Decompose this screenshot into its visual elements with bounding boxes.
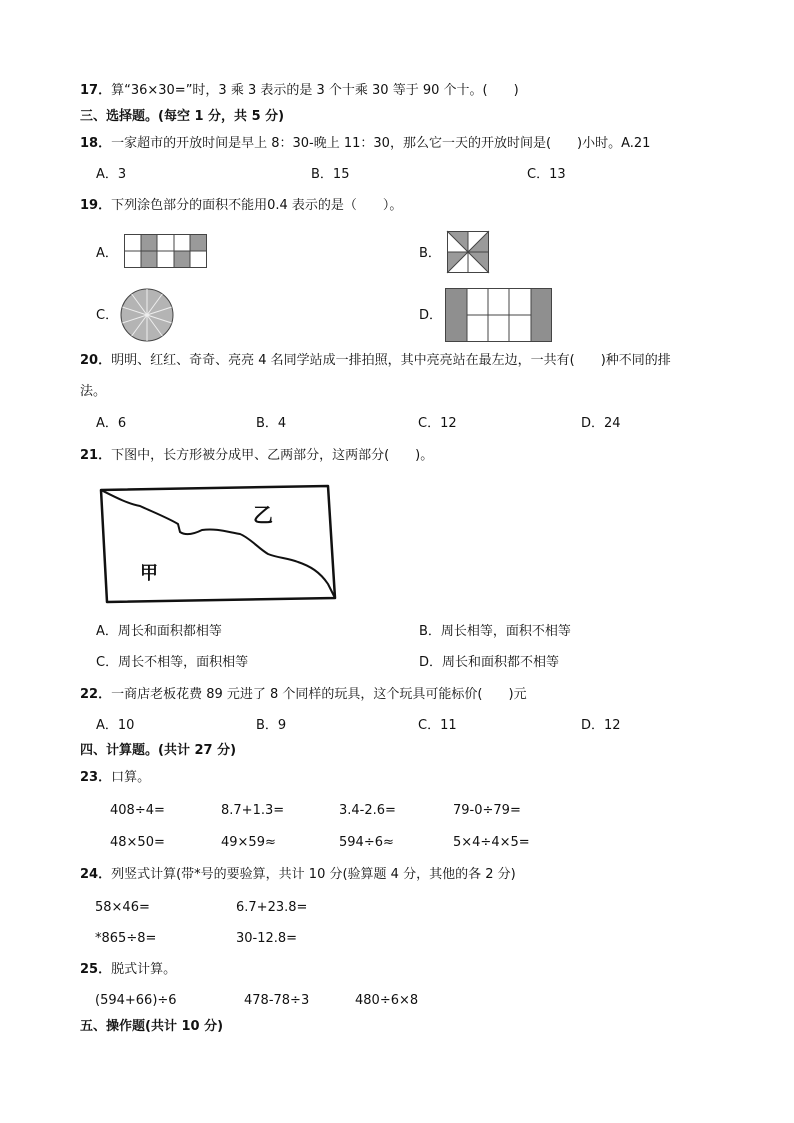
calc-item: 30-12.8= [236, 931, 298, 946]
section-title: 四、计算题。(共计 27 分) [80, 743, 237, 758]
section-title: 五、操作题(共计 10 分) [80, 1019, 224, 1034]
question-18 [80, 135, 650, 153]
question-22 [80, 686, 527, 704]
option-c: C．12 [418, 416, 457, 431]
option-b: B． [419, 246, 441, 261]
question-text: 下图中，长方形被分成甲、乙两部分，这两部分( )。 [111, 448, 434, 463]
question-text: 下列涂色部分的面积不能用0.4 表示的是（ ）。 [111, 198, 403, 213]
question-number: 20． [80, 353, 112, 368]
option-c: C．周长不相等，面积相等 [96, 655, 249, 670]
question-number: 18． [80, 136, 112, 151]
option-a: A．6 [96, 416, 127, 431]
question-number: 17． [80, 83, 112, 98]
calc-item: (594+66)÷6 [95, 993, 177, 1008]
question-number: 24． [80, 867, 112, 882]
option-a: A．10 [96, 718, 135, 733]
question-24 [80, 866, 516, 884]
calc-item: *865÷8= [95, 931, 157, 946]
question-17 [80, 82, 519, 100]
question-text: 一商店老板花费 89 元进了 8 个同样的玩具，这个玩具可能标价( )元 [111, 687, 527, 702]
label-jia: 甲 [140, 563, 158, 584]
option-a: A．3 [96, 167, 127, 182]
question-text-continued: 法。 [80, 384, 107, 399]
question-text: 明明、红红、奇奇、亮亮 4 名同学站成一排拍照，其中亮亮站在最左边，一共有( )种不同的排 [111, 353, 671, 368]
option-c: C．11 [418, 718, 457, 733]
calc-item: 8.7+1.3= [221, 803, 285, 818]
question-number: 25． [80, 962, 112, 977]
question-text: 脱式计算。 [111, 962, 177, 977]
question-20 [80, 352, 671, 370]
calc-item: 480÷6×8 [355, 993, 419, 1008]
calc-item: 49×59≈ [221, 835, 276, 850]
question-25 [80, 961, 176, 979]
question-number: 19． [80, 198, 112, 213]
question-text: 列竖式计算(带*号的要验算，共计 10 分(验算题 4 分，其他的各 2 分) [111, 867, 516, 882]
option-c: C．13 [527, 167, 566, 182]
calc-item: 594÷6≈ [339, 835, 394, 850]
question-text: 算“36×30=”时，3 乘 3 表示的是 3 个十乘 30 等于 90 个十。( ) [111, 83, 519, 98]
calc-item: 5×4÷4×5= [453, 835, 530, 850]
option-a: A． [96, 246, 118, 261]
calc-item: 478-78÷3 [244, 993, 310, 1008]
question-number: 21． [80, 448, 112, 463]
calc-item: 48×50= [110, 835, 165, 850]
question-text: 口算。 [111, 770, 151, 785]
figure-divided-rectangle [98, 484, 338, 606]
calc-item: 3.4-2.6= [339, 803, 396, 818]
question-19 [80, 197, 402, 215]
option-d: D．周长和面积都不相等 [419, 655, 560, 670]
question-number: 23． [80, 770, 112, 785]
option-b: B．周长相等，面积不相等 [419, 624, 571, 639]
option-c: C． [96, 308, 119, 323]
option-b: B．4 [256, 416, 287, 431]
option-d: D． [419, 308, 443, 323]
figure-c-circle [120, 288, 174, 342]
option-d: D．12 [581, 718, 621, 733]
option-b: B．15 [311, 167, 350, 182]
label-yi: 乙 [253, 503, 273, 527]
option-a: A．周长和面积都相等 [96, 624, 222, 639]
option-d: D．24 [581, 416, 621, 431]
question-text: 一家超市的开放时间是早上 8：30-晚上 11：30，那么它一天的开放时间是( )小时。A.21 [111, 136, 651, 151]
section-title: 三、选择题。(每空 1 分，共 5 分) [80, 109, 285, 124]
question-23 [80, 769, 150, 787]
question-number: 22． [80, 687, 112, 702]
calc-item: 79-0÷79= [453, 803, 521, 818]
figure-b-square [447, 231, 489, 273]
calc-item: 58×46= [95, 900, 150, 915]
question-21 [80, 447, 433, 465]
figure-d-rectangle [445, 288, 552, 342]
option-b: B．9 [256, 718, 287, 733]
figure-a-grid [124, 234, 208, 268]
calc-item: 408÷4= [110, 803, 165, 818]
calc-item: 6.7+23.8= [236, 900, 308, 915]
